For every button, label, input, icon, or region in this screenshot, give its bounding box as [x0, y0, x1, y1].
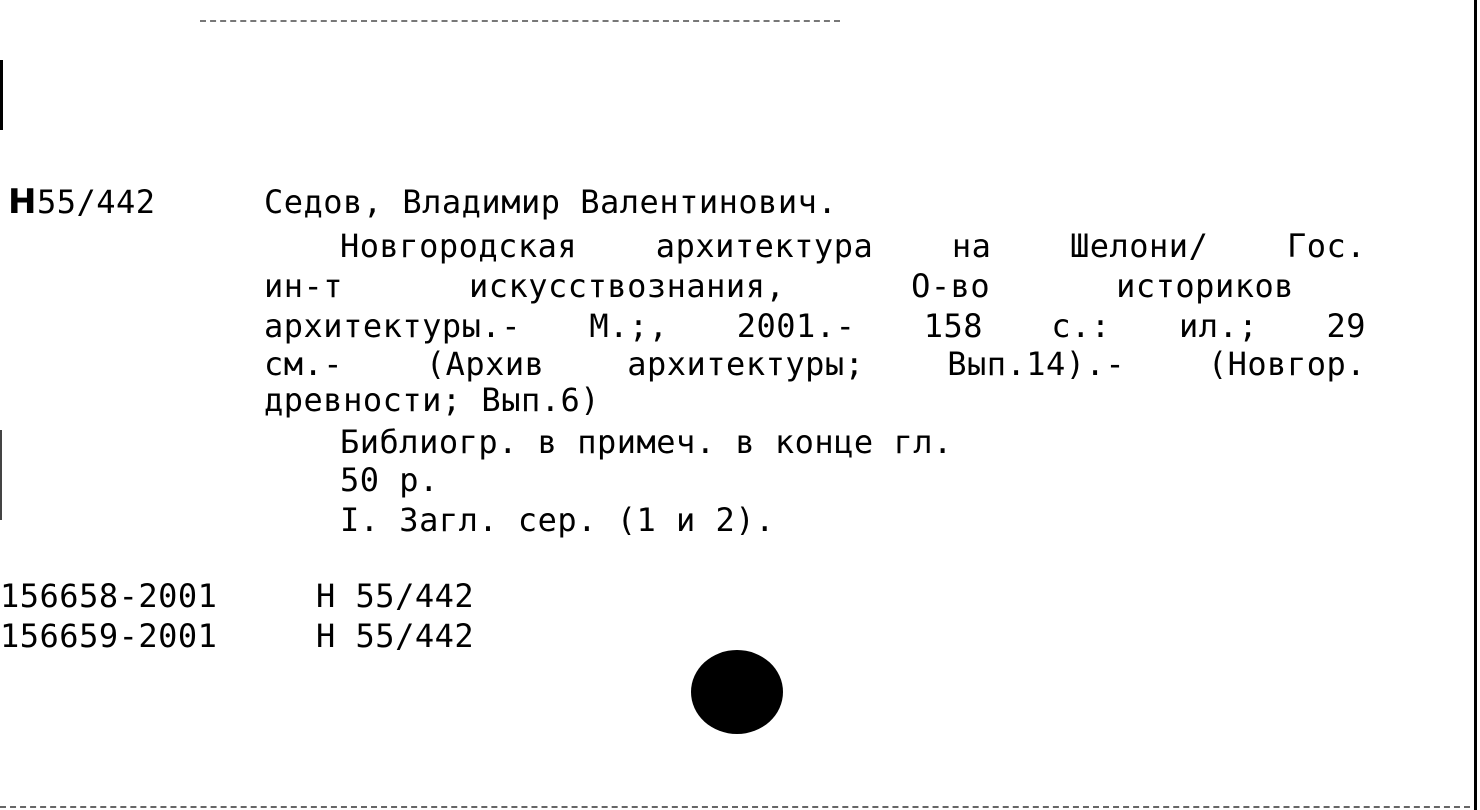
bibliography-note: Библиогр. в примеч. в конце гл. — [340, 423, 953, 461]
shelfmark-prefix: Н — [8, 182, 37, 222]
series-tracing: I. Загл. сер. (1 и 2). — [340, 501, 775, 539]
price: 50 р. — [340, 461, 439, 499]
title-line-5: древности; Вып.6) — [264, 381, 601, 419]
card-left-edge-lower — [0, 430, 2, 520]
shelfmark — [8, 182, 156, 222]
card-bottom-border — [0, 806, 1470, 808]
card-top-border — [200, 20, 840, 22]
copy-2-shelf: Н 55/442 — [316, 617, 475, 655]
copy-2-accession: 156659-2001 — [0, 617, 218, 655]
title-line-3: архитектуры.- М.;, 2001.- 158 с.: ил.; 29 — [264, 307, 1366, 345]
card-right-edge — [1474, 0, 1477, 810]
title-line-2: ин-т искусствознания, О-во историков — [264, 267, 1294, 305]
card-left-edge — [0, 60, 3, 130]
shelfmark-number: 55/442 — [36, 183, 156, 221]
copy-1-shelf: Н 55/442 — [316, 577, 475, 615]
punch-hole — [691, 650, 783, 734]
title-line-4: см.- (Архив архитектуры; Вып.14).- (Новгор. — [264, 345, 1366, 383]
title-line-1: Новгородская архитектура на Шелони/ Гос. — [340, 227, 1366, 265]
author-heading: Седов, Владимир Валентинович. — [264, 183, 838, 221]
copy-1-accession: 156658-2001 — [0, 577, 218, 615]
